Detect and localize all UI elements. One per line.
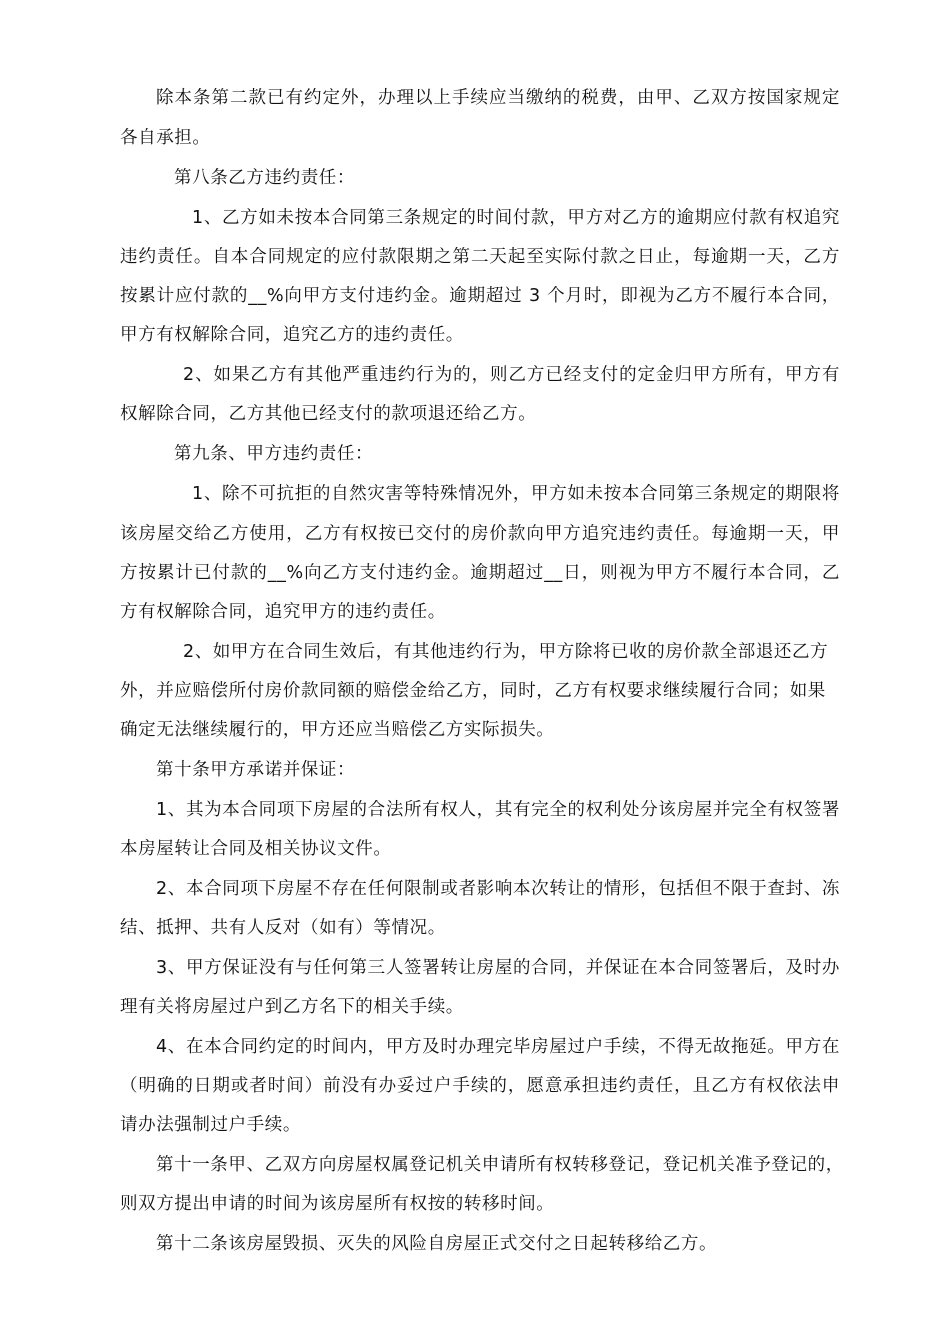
paragraph-line: 外，并应赔偿所付房价款同额的赔偿金给乙方，同时，乙方有权要求继续履行合同；如果	[120, 681, 826, 701]
paragraph-line: 除本条第二款已有约定外，办理以上手续应当缴纳的税费，由甲、乙双方按国家规定	[156, 88, 840, 108]
paragraph-line: （明确的日期或者时间）前没有办妥过户手续的，愿意承担违约责任，且乙方有权依法申	[120, 1076, 840, 1096]
section-heading: 第十条甲方承诺并保证：	[156, 760, 356, 780]
paragraph-line: 确定无法继续履行的，甲方还应当赔偿乙方实际损失。	[120, 720, 555, 740]
paragraph-line: 按累计应付款的__%向甲方支付违约金。逾期超过 3 个月时，即视为乙方不履行本合同，	[120, 286, 840, 306]
paragraph-line: 2、本合同项下房屋不存在任何限制或者影响本次转让的情形，包括但不限于查封、冻	[156, 879, 840, 899]
paragraph-line: 甲方有权解除合同，追究乙方的违约责任。	[120, 325, 464, 345]
section-heading: 第八条乙方违约责任：	[174, 168, 355, 188]
paragraph-line: 1、除不可抗拒的自然灾害等特殊情况外，甲方如未按本合同第三条规定的期限将	[192, 484, 840, 504]
paragraph-line: 请办法强制过户手续。	[120, 1115, 301, 1135]
paragraph-line: 第十二条该房屋毁损、灭失的风险自房屋正式交付之日起转移给乙方。	[156, 1234, 718, 1254]
paragraph-line: 则双方提出申请的时间为该房屋所有权按的转移时间。	[120, 1194, 555, 1214]
paragraph-line: 1、其为本合同项下房屋的合法所有权人，其有完全的权利处分该房屋并完全有权签署	[156, 800, 840, 820]
paragraph-line: 理有关将房屋过户到乙方名下的相关手续。	[120, 997, 464, 1017]
section-heading: 第九条、甲方违约责任：	[174, 444, 374, 464]
paragraph-line: 结、抵押、共有人反对（如有）等情况。	[120, 918, 446, 938]
paragraph-line: 3、甲方保证没有与任何第三人签署转让房屋的合同，并保证在本合同签署后，及时办	[156, 958, 840, 978]
paragraph-line: 2、如甲方在合同生效后，有其他违约行为，甲方除将已收的房价款全部退还乙方	[183, 642, 829, 662]
paragraph-line: 第十一条甲、乙双方向房屋权属登记机关申请所有权转移登记，登记机关准予登记的，	[156, 1155, 844, 1175]
paragraph-line: 本房屋转让合同及相关协议文件。	[120, 839, 392, 859]
paragraph-line: 方有权解除合同，追究甲方的违约责任。	[120, 602, 446, 622]
paragraph-line: 2、如果乙方有其他严重违约行为的，则乙方已经支付的定金归甲方所有，甲方有	[183, 365, 840, 385]
paragraph-line: 各自承担。	[120, 128, 211, 148]
paragraph-line: 权解除合同，乙方其他已经支付的款项退还给乙方。	[120, 404, 537, 424]
paragraph-line: 方按累计已付款的__%向乙方支付违约金。逾期超过__日，则视为甲方不履行本合同，乙	[120, 563, 840, 583]
paragraph-line: 1、乙方如未按本合同第三条规定的时间付款，甲方对乙方的逾期应付款有权追究	[192, 208, 840, 228]
paragraph-line: 该房屋交给乙方使用，乙方有权按已交付的房价款向甲方追究违约责任。每逾期一天，甲	[120, 524, 840, 544]
paragraph-line: 违约责任。自本合同规定的应付款限期之第二天起至实际付款之日止，每逾期一天，乙方	[120, 247, 840, 267]
paragraph-line: 4、在本合同约定的时间内，甲方及时办理完毕房屋过户手续，不得无故拖延。甲方在	[156, 1037, 840, 1057]
